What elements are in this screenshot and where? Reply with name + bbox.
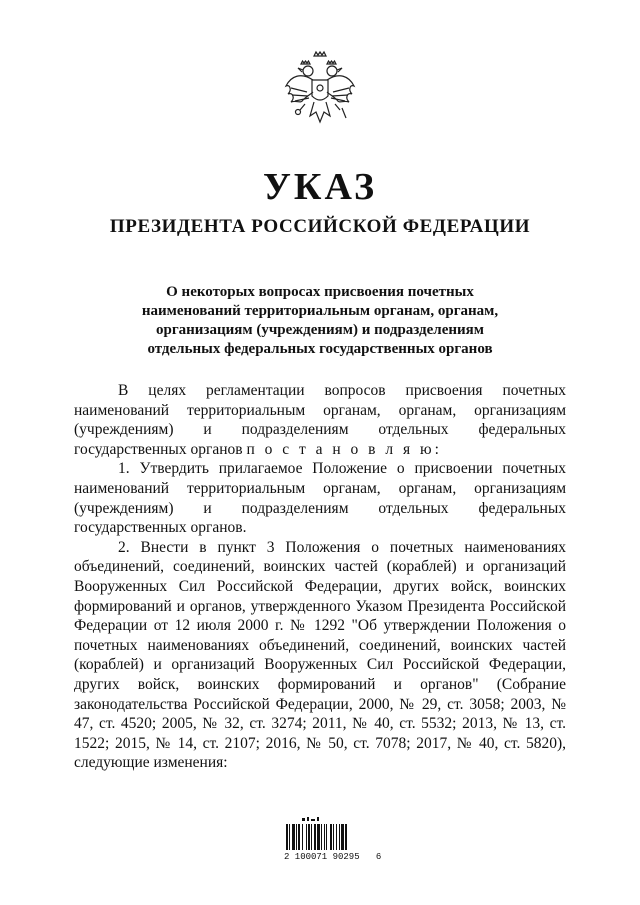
preamble-paragraph (74, 381, 566, 459)
preamble-verb: п о с т а н о в л я ю (246, 440, 435, 458)
heading-line: О некоторых вопросах присвоения почетных (166, 284, 474, 300)
document-title: УКАЗ (263, 166, 377, 208)
decree-body (74, 381, 566, 773)
preamble-end: : (434, 440, 439, 458)
item-1-paragraph: 1. Утвердить прилагаемое Положение о присвоении почетных наименований территориальным органам, органам, организациям (учреждениям) и подразделениям отдельных федеральных государственных органов. (74, 460, 566, 537)
item-2-paragraph: 2. Внести в пункт 3 Положения о почетных наименованиях объединений, соединений, воинских частей (кораблей) и организаций Вооруженных Сил Российской Федерации, других войск, воинских формирований и органов, утвержденного Указом Президента Российской Федерации от 12 июля 2000 г. № 1292 "Об утверждении Положения о почетных наименованиях объединений, соединений, воинских частей (кораблей) и организаций Вооруженных Сил Российской Федерации, других войск, воинских формирований и органов" (Собрание законодательства Российской Федерации, 2000, № 29, ст. 3058; 2003, № 47, ст. 4520; 2005, № 32, ст. 3274; 2011, № 40, ст. 5532; 2013, № 13, ст. 1522; 2015, № 14, ст. 2107; 2016, № 50, ст. 7078; 2017, № 40, ст. 5820), следующие изменения: (74, 538, 566, 772)
barcode-number: 2 100071 90295 6 (284, 852, 382, 862)
decree-heading (100, 283, 540, 359)
heading-line: организациям (учреждениям) и подразделениям (155, 322, 484, 338)
preamble-text: В целях регламентации вопросов присвоения почетных наименований территориальным органам, органам, организациям (учреждениям) и подразделениям отдельных федеральных государственных органов (74, 382, 566, 458)
coat-of-arms-icon (283, 50, 357, 132)
document-subtitle: ПРЕЗИДЕНТА РОССИЙСКОЙ ФЕДЕРАЦИИ (109, 216, 531, 237)
heading-line: отдельных федеральных государственных органов (147, 341, 493, 357)
heading-line: наименований территориальным органам, органам, (141, 303, 499, 319)
